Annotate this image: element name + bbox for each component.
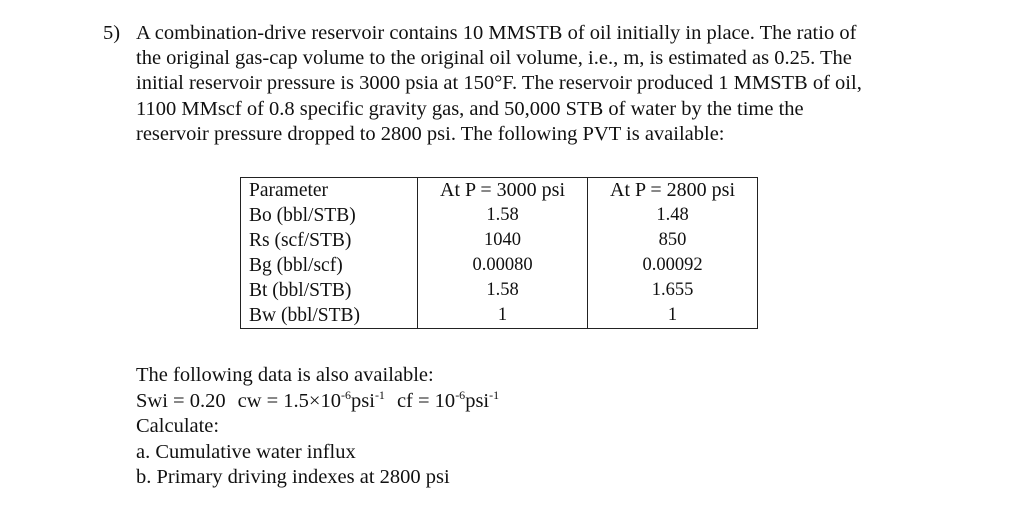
table-row: [241, 253, 758, 278]
value-2800-cell: 850: [588, 228, 758, 253]
cw-value: cw = $1.5\times 10^{-6}psi^{-1}$: [237, 387, 385, 412]
header-3000-psi: At P = 3000 psi: [418, 178, 588, 204]
value-2800-cell: 1.655: [588, 278, 758, 303]
problem-number: 5): [103, 22, 121, 44]
value-2800-cell: 0.00092: [588, 253, 758, 278]
pvt-header-row: [241, 178, 758, 204]
value-3000-cell: 0.00080: [418, 253, 588, 278]
task-item: b. Primary driving indexes at 2800 psi: [136, 466, 450, 488]
problem-line: initial reservoir pressure is 3000 psia at 150°F. The reservoir produced 1 MMSTB of oil,: [136, 72, 862, 95]
param-cell: Bg (bbl/scf): [241, 253, 418, 278]
problem-line: reservoir pressure dropped to 2800 psi. The following PVT is available:: [136, 122, 725, 145]
table-row: [241, 203, 758, 228]
param-cell: Rs (scf/STB): [241, 228, 418, 253]
param-cell: Bw (bbl/STB): [241, 303, 418, 329]
value-3000-cell: 1: [418, 303, 588, 329]
value-3000-cell: 1040: [418, 228, 588, 253]
header-parameter: Parameter: [241, 178, 418, 204]
problem-line: A combination-drive reservoir contains 10 MMSTB of oil initially in place. The ratio of: [136, 22, 857, 44]
cf-value: cf = $10^{-6}psi^{-1}$: [396, 387, 500, 412]
value-3000-cell: 1.58: [418, 278, 588, 303]
param-cell: Bt (bbl/STB): [241, 278, 418, 303]
table-row: [241, 278, 758, 303]
value-2800-cell: 1: [588, 303, 758, 329]
pvt-table: [240, 177, 758, 329]
additional-data: [136, 363, 499, 491]
problem-text: [136, 21, 862, 147]
problem-line: the original gas-cap volume to the original oil volume, i.e., m, is estimated as 0.25. The: [136, 47, 852, 70]
compressibility-line: [136, 389, 499, 415]
additional-intro: The following data is also available:: [136, 364, 434, 386]
swi-value: Swi = 0.20: [136, 389, 226, 412]
value-3000-cell: 1.58: [418, 203, 588, 228]
calculate-label: Calculate:: [136, 415, 220, 437]
value-2800-cell: 1.48: [588, 203, 758, 228]
header-2800-psi: At P = 2800 psi: [588, 178, 758, 204]
problem-line: 1100 MMscf of 0.8 specific gravity gas, and 50,000 STB of water by the time the: [136, 97, 804, 120]
table-row: [241, 303, 758, 329]
task-item: a. Cumulative water influx: [136, 440, 356, 463]
param-cell: Bo (bbl/STB): [241, 203, 418, 228]
table-row: [241, 228, 758, 253]
